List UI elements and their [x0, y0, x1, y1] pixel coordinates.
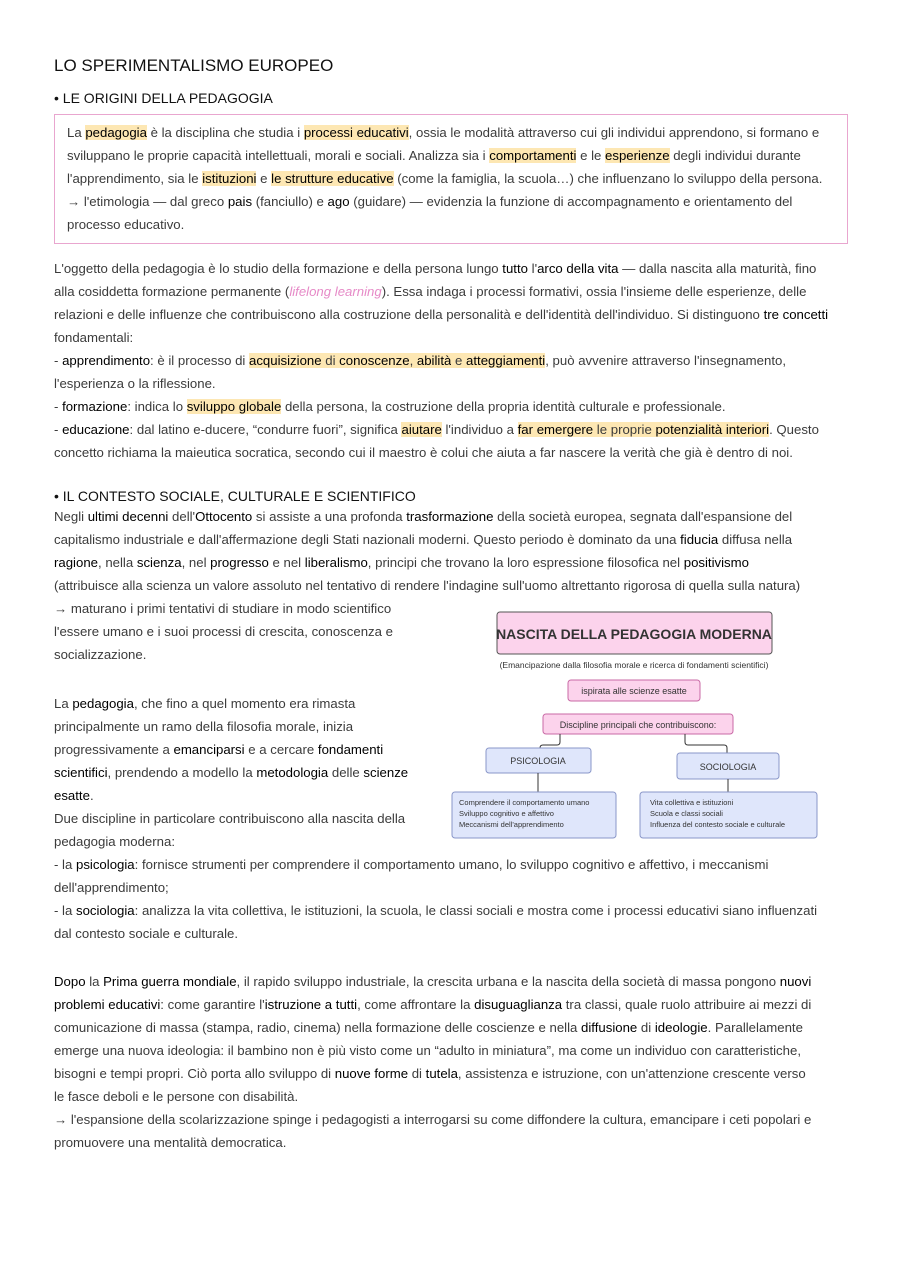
diagram-title: NASCITA DELLA PEDAGOGIA MODERNA: [496, 626, 772, 642]
psico-item: Comprendere il comportamento umano: [459, 798, 590, 807]
psico-item: Meccanismi dell'apprendimento: [459, 820, 564, 829]
disciplines-label: Discipline principali che contribuiscono:: [559, 720, 717, 730]
section-heading-contesto: • IL CONTESTO SOCIALE, CULTURALE E SCIENTIFICO: [54, 488, 416, 504]
diagram-subtitle: (Emancipazione dalla filosofia morale e ricerca di fondamenti scientifici): [499, 660, 769, 670]
sociologia-label: SOCIOLOGIA: [699, 762, 757, 772]
socio-item: Vita collettiva e istituzioni: [650, 798, 734, 807]
socio-item: Scuola e classi sociali: [650, 809, 723, 818]
paragraph-oggetto: L'oggetto della pedagogia è lo studio della formazione e della persona lungo tutto l'arco della vita — dalla nascita alla maturità, fino alla cosiddetta formazione permanente (lifelong learning). Essa indaga i processi formativi, ossia l'insieme delle esperienze, delle relazioni e delle influenze che contribuiscono alla costruzione della personalità e dell'identità dell'individuo. Si distinguono tre concetti fondamentali: - apprendimento: è il processo di acquisizione di conoscenze, abilità e atteggiamenti, può avvenire attraverso l'insegnamento, l'esperienza o la riflessione. - formazione: indica lo sviluppo globale della persona, la costruzione della propria identità culturale e professionale. - educazione: dal latino e-ducere, “condurre fuori”, significa aiutare l'individuo a far emergere le proprie potenzialità interiori. Questo concetto richiama la maieutica socratica, secondo cui il maestro è colui che aiuta a far nascere la verità che già è dentro di noi.: [54, 261, 829, 460]
definition-box: [54, 114, 848, 244]
psico-item: Sviluppo cognitivo e affettivo: [459, 809, 554, 818]
connector-psicologia: [540, 734, 560, 748]
inspired-label: ispirata alle scienze esatte: [581, 686, 687, 696]
page-title: LO SPERIMENTALISMO EUROPEO: [54, 56, 334, 75]
connector-sociologia: [685, 734, 727, 753]
section-heading-origini: • LE ORIGINI DELLA PEDAGOGIA: [54, 90, 273, 106]
socio-item: Influenza del contesto sociale e culturale: [650, 820, 786, 829]
paragraph-ottocento: Negli ultimi decenni dell'Ottocento si assiste a una profonda trasformazione della società europea, segnata dall'espansione del capitalismo industriale e dall'affermazione degli Stati nazionali moderni. Questo periodo è dominato da una fiducia diffusa nella ragione, nella scienza, nel progresso e nel liberalismo, principi che trovano la loro espressione filosofica nel positivismo (attribuisce alla scienza un valore assoluto nel tentativo di rendere l'indagine sull'uomo altrettanto rigorosa di quella sulla natura) → maturano i primi tentativi di studiare in modo scientifico l'essere umano e i suoi processi di crescita, conoscenza e socializzazione.: [54, 509, 801, 662]
psicologia-label: PSICOLOGIA: [510, 756, 566, 766]
paragraph-pedagogia-scienza: La pedagogia, che fino a quel momento era rimasta principalmente un ramo della filosofia morale, inizia progressivamente a emanciparsi e a cercare fondamenti scientifici, prendendo a modello la metodologia delle scienze esatte. Due discipline in particolare contribuiscono alla nascita della pedagogia moderna:: [54, 696, 409, 849]
definition-text: La pedagogia è la disciplina che studia i processi educativi, ossia le modalità attraverso cui gli individui apprendono, si formano e sviluppano le proprie capacità intellettuali, morali e sociali. Analizza sia i comportamenti e le esperienze degli individui durante l'apprendimento, sia le istituzioni e le strutture educative (come la famiglia, la scuola…) che influenzano lo sviluppo della persona. → l'etimologia — dal greco pais (fanciullo) e ago (guidare) — evidenzia la funzione di accompagnamento e orientamento del processo educativo.: [67, 125, 823, 232]
paragraph-discipline: - la psicologia: fornisce strumenti per comprendere il comportamento umano, lo sviluppo cognitivo e affettivo, i meccanismi dell'apprendimento; - la sociologia: analizza la vita collettiva, le istituzioni, la scuola, le classi sociali e mostra come i processi educativi siano influenzati dal contesto sociale e culturale.: [54, 857, 818, 941]
paragraph-dopoguerra: Dopo la Prima guerra mondiale, il rapido sviluppo industriale, la crescita urbana e la nascita della società di massa pongono nuovi problemi educativi: come garantire l'istruzione a tutti, come affrontare la disuguaglianza tra classi, quale ruolo attribuire ai mezzi di comunicazione di massa (stampa, radio, cinema) nella formazione delle coscienze e nella diffusione di ideologie. Parallelamente emerge una nuova ideologia: il bambino non è più visto come un “adulto in miniatura”, ma come un individuo con caratteristiche, bisogni e tempi propri. Ciò porta allo sviluppo di nuove forme di tutela, assistenza e istruzione, con un'attenzione crescente verso le fasce deboli e le persone con disabilità. → l'espansione della scolarizzazione spinge i pedagogisti a interrogarsi su come diffondere la cultura, emancipare i ceti popolari e promuovere una mentalità democratica.: [54, 974, 812, 1150]
pedagogy-diagram: [440, 605, 830, 845]
